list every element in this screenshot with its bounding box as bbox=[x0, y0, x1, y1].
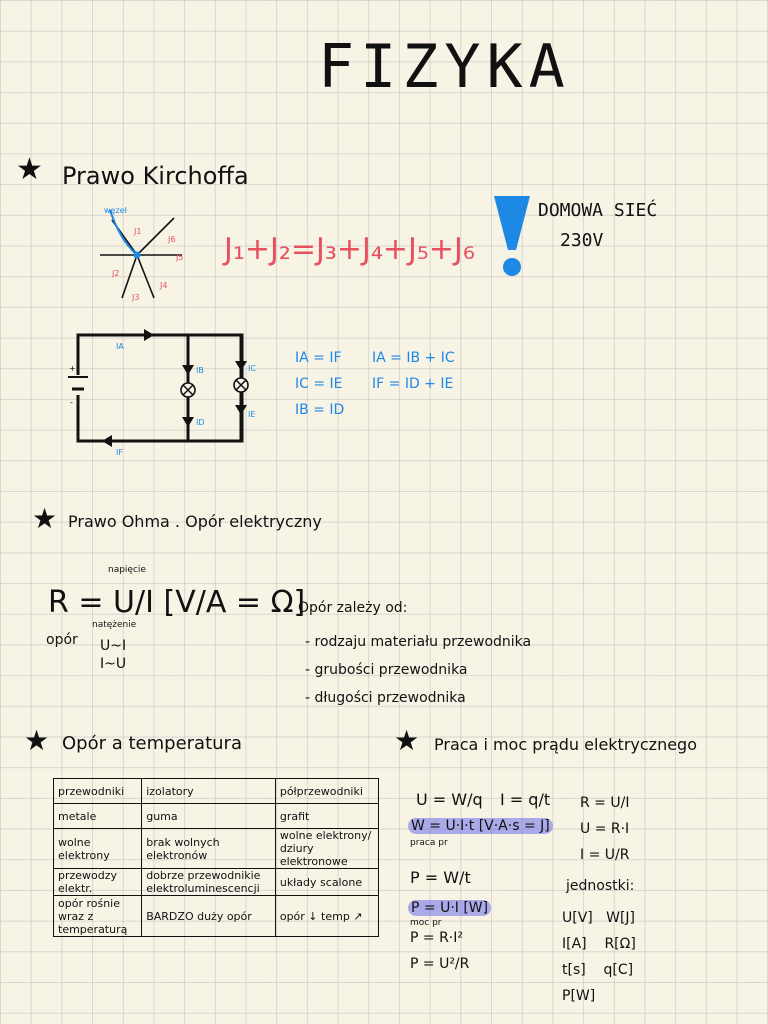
table-row bbox=[54, 869, 379, 896]
circuit-rules-right bbox=[372, 345, 455, 397]
warning-text-2: 230V bbox=[560, 230, 604, 251]
depends-list bbox=[305, 628, 531, 712]
table-cell: BARDZO duży opór bbox=[142, 896, 276, 937]
rule-1: IA = IF bbox=[295, 350, 342, 366]
units-row bbox=[562, 931, 636, 957]
rule-4: IA = IB + IC bbox=[372, 350, 455, 366]
svg-text:-: - bbox=[70, 398, 73, 407]
table-cell: izolatory bbox=[142, 779, 276, 804]
unit: W[J] bbox=[606, 910, 636, 926]
formula-w-text: W = U·I·t [V·A·s = J] bbox=[408, 818, 553, 834]
formula-p2-text: P = U·I [W] bbox=[408, 900, 491, 916]
formula-u2: U = R·I bbox=[580, 821, 630, 837]
table-cell: opór rośnie wraz z temperaturą bbox=[54, 896, 142, 937]
label-praca: praca pr bbox=[410, 838, 448, 848]
table-row bbox=[54, 779, 379, 804]
prop-1: U~I bbox=[100, 638, 127, 654]
svg-text:IA: IA bbox=[116, 342, 124, 351]
units-row bbox=[562, 957, 636, 983]
table-row bbox=[54, 829, 379, 869]
table-cell: guma bbox=[142, 804, 276, 829]
svg-text:+: + bbox=[69, 364, 76, 373]
section-heading-temperatura: Opór a temperatura bbox=[62, 733, 242, 754]
table-row bbox=[54, 896, 379, 937]
formula-i2: I = U/R bbox=[580, 847, 630, 863]
exclamation-icon bbox=[490, 192, 534, 282]
svg-text:ID: ID bbox=[196, 418, 205, 427]
svg-text:IB: IB bbox=[196, 366, 204, 375]
page-title: FIZYKA bbox=[318, 32, 571, 102]
svg-text:J5: J5 bbox=[176, 253, 184, 262]
star-icon: ★ bbox=[394, 724, 420, 757]
units-title: jednostki: bbox=[566, 878, 635, 894]
table-cell: dobrze przewodnikie elektroluminescencji bbox=[142, 869, 276, 896]
svg-text:IF: IF bbox=[116, 448, 123, 457]
rule-3: IB = ID bbox=[295, 402, 345, 418]
unit: t[s] bbox=[562, 962, 586, 978]
svg-text:J2: J2 bbox=[112, 269, 120, 278]
kirchhoff-equation: J₁+J₂=J₃+J₄+J₅+J₆ bbox=[224, 232, 475, 267]
table-cell: przewodniki bbox=[54, 779, 142, 804]
formula-p4: P = U²/R bbox=[410, 956, 470, 972]
formula-u: U = W/q bbox=[416, 790, 483, 809]
table-cell: grafit bbox=[275, 804, 378, 829]
depends-item: - grubości przewodnika bbox=[305, 662, 468, 678]
label-opor: opór bbox=[46, 632, 78, 648]
svg-text:J6: J6 bbox=[168, 235, 176, 244]
unit: P[W] bbox=[562, 988, 596, 1004]
depends-item: - rodzaju materiału przewodnika bbox=[305, 634, 532, 650]
depends-title: Opór zależy od: bbox=[298, 600, 408, 616]
svg-text:J1: J1 bbox=[134, 227, 142, 236]
unit: U[V] bbox=[562, 910, 593, 926]
label-napiecie: napięcie bbox=[108, 565, 146, 575]
ohm-formula: R = U/I [V/A = Ω] bbox=[48, 585, 306, 620]
formulas-right bbox=[580, 790, 629, 868]
star-icon: ★ bbox=[16, 152, 43, 187]
units-row bbox=[562, 905, 636, 931]
kirchhoff-node-diagram bbox=[92, 200, 202, 310]
unit: R[Ω] bbox=[604, 936, 636, 952]
formula-w bbox=[408, 818, 553, 834]
table-row bbox=[54, 804, 379, 829]
formula-p1: P = W/t bbox=[410, 868, 471, 887]
formula-i: I = q/t bbox=[500, 790, 551, 809]
table-cell: przewodzy elektr. bbox=[54, 869, 142, 896]
table-cell: wolne elektrony bbox=[54, 829, 142, 869]
label-natezenie: natężenie bbox=[92, 620, 137, 630]
formula-p3: P = R·I² bbox=[410, 930, 463, 946]
units-row bbox=[562, 983, 636, 1009]
prop-2: I~U bbox=[100, 656, 127, 672]
label-moc: moc pr bbox=[410, 918, 442, 928]
unit: I[A] bbox=[562, 936, 587, 952]
depends-item: - długości przewodnika bbox=[305, 690, 466, 706]
warning-text-1: DOMOWA SIEĆ bbox=[538, 200, 658, 221]
section-heading-kirchhoff: Prawo Kirchoffa bbox=[62, 162, 249, 190]
table-cell: półprzewodniki bbox=[275, 779, 378, 804]
rule-2: IC = IE bbox=[295, 376, 343, 392]
svg-text:J4: J4 bbox=[160, 281, 168, 290]
table-cell: opór ↓ temp ↗ bbox=[275, 896, 378, 937]
circuit-rules-left bbox=[295, 345, 344, 423]
formula-p2 bbox=[408, 900, 491, 916]
svg-text:J3: J3 bbox=[132, 293, 140, 302]
svg-text:węzeł: węzeł bbox=[104, 206, 127, 215]
resistance-table bbox=[53, 778, 379, 937]
rule-5: IF = ID + IE bbox=[372, 376, 454, 392]
formula-r: R = U/I bbox=[580, 795, 630, 811]
section-heading-ohm: Prawo Ohma . Opór elektryczny bbox=[68, 512, 322, 531]
section-heading-praca: Praca i moc prądu elektrycznego bbox=[434, 735, 697, 754]
table-cell: wolne elektrony/ dziury elektronowe bbox=[275, 829, 378, 869]
table-cell: brak wolnych elektronów bbox=[142, 829, 276, 869]
table-cell: układy scalone bbox=[275, 869, 378, 896]
star-icon: ★ bbox=[32, 502, 58, 535]
circuit-diagram bbox=[60, 325, 260, 460]
unit: q[C] bbox=[603, 962, 634, 978]
units-list bbox=[562, 905, 636, 1009]
svg-text:IC: IC bbox=[248, 364, 256, 373]
table-cell: metale bbox=[54, 804, 142, 829]
star-icon: ★ bbox=[24, 724, 50, 757]
svg-text:IE: IE bbox=[248, 410, 256, 419]
